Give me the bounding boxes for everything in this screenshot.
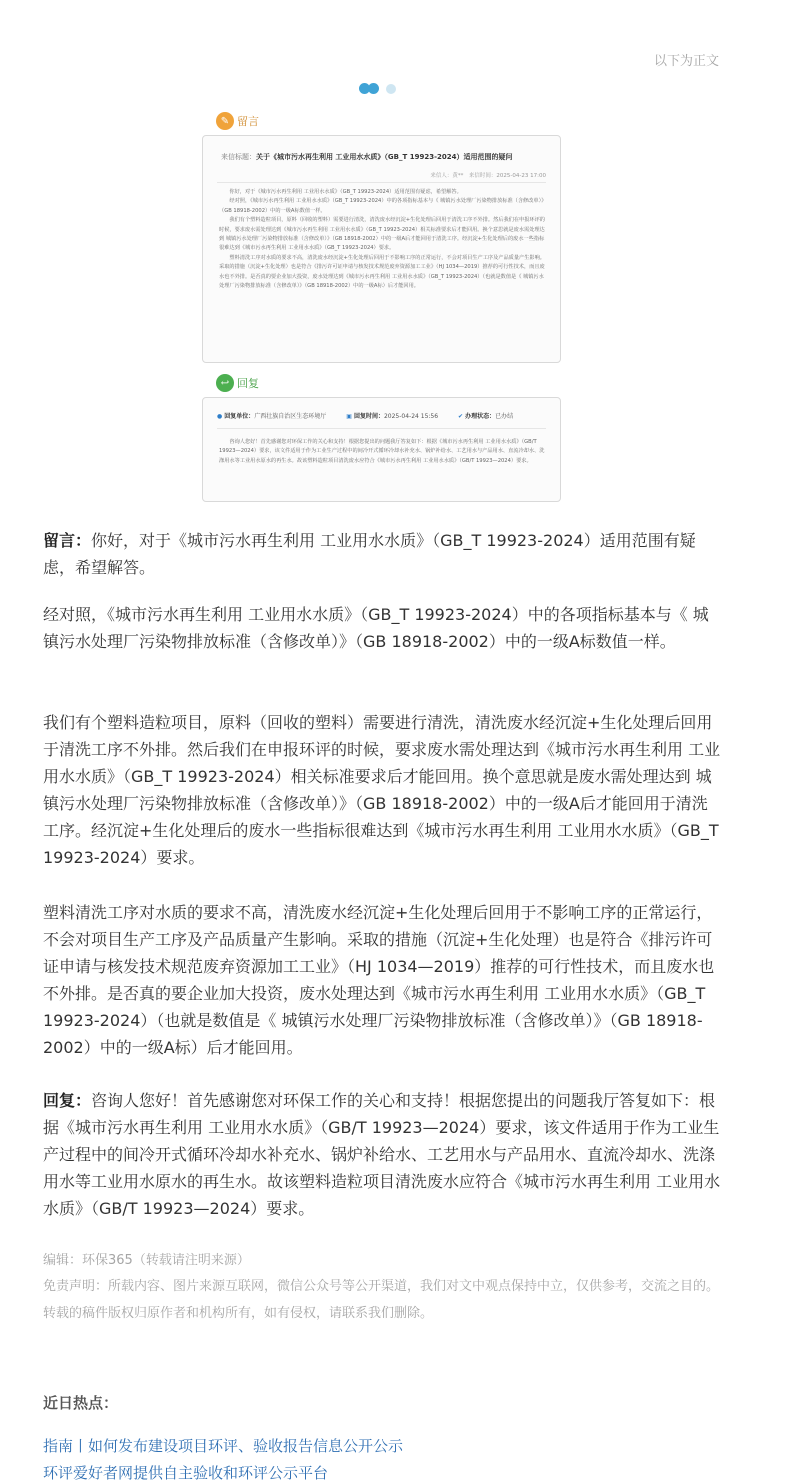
reply-icon: ↩	[216, 374, 234, 392]
reply-tag	[216, 374, 259, 392]
pencil-icon: ✎	[216, 112, 234, 130]
dot-icon	[386, 84, 396, 94]
reply-card	[202, 397, 561, 502]
body-start-note: 以下为正文	[653, 54, 719, 69]
carousel-dots	[359, 83, 399, 95]
reply-card-body: 咨询人您好！首先感谢您对环保工作的关心和支持！根据您提出的问题我厅答复如下：根据《城市污水再生利用 工业用水水质》（GB/T 19923—2024）要求，该文件适用于作为工业生产过程中的间冷开式循环冷却水补充水、锅炉补给水、工艺用水与产品用水、直流冷却水、洗涤用水等工业用水原水的再生水。故该塑料造粒项目清洗废水应符合《城市污水再生利用 工业用水水质》（GB/T 19923—2024）要求。	[219, 439, 545, 464]
comparison-paragraph: 经对照，《城市污水再生利用 工业用水水质》（GB_T 19923-2024）中的各项指标基本与《 城镇污水处理厂污染物排放标准（含修改单）》（GB 18918-2002）中的一级A标数值一样。	[43, 605, 709, 651]
calendar-icon: ▣	[346, 413, 352, 420]
message-tag-label: 留言	[237, 115, 259, 128]
project-paragraph: 我们有个塑料造粒项目，原料（回收的塑料）需要进行清洗，清洗废水经沉淀+生化处理后回用于清洗工序不外排。然后我们在申报环评的时候，要求废水需处理达到《城市污水再生利用 工业用水水质》（GB_T 19923-2024）相关标准要求后才能回用。换个意思就是废水需处理达到 城镇污水处理厂污染物排放标准（含修改单）》（GB 18918-2002）中的一级A后才能回用于清洗工序。经沉淀+生化处理后的废水一些指标很难达到《城市污水再生利用 工业用水水质》（GB_T 19923-2024）要求。	[43, 713, 721, 867]
divider	[217, 182, 546, 183]
message-tag	[216, 112, 259, 130]
message-card-body: 你好，对于《城市污水再生利用 工业用水水质》（GB_T 19923-2024）适用范围有疑虑，希望解答。 经对照，《城市污水再生利用 工业用水水质》（GB_T 19923-2024）中的各项指标基本与《 城镇污水处理厂污染物排放标准（含修改单）》（GB 18918-2002）中的一级A标数值一样。 我们有个塑料造粒项目，原料（回收的塑料）需要进行清洗，清洗废水经沉淀+生化处理后回用于清洗工序不外排。然后我们在申报环评的时候，要求废水需处理达到《城市污水再生利用 工业用水水质》（GB_T 19923-2024）相关标准要求后才能回用。换个意思就是废水需处理达到 城镇污水处理厂污染物排放标准（含修改单）》（GB 18918-2002）中的一级A后才能回用于清洗工序。经沉淀+生化处理后的废水一些指标很难达到《城市污水再生利用 工业用水水质》（GB_T 19923-2024）要求。 塑料清洗工序对水质的要求不高，清洗废水经沉淀+生化处理后回用于不影响工序的正常运行，不会对项目生产工序及产品质量产生影响。采取的措施（沉淀+生化处理）也是符合《排污许可证申请与核发技术规范废弃资源加工工业》（HJ 1034—2019）推荐的可行性技术，而且废水也不外排。是否真的要企业加大投资，废水处理达到《城市污水再生利用 工业用水水质》（GB_T 19923-2024）（也就是数值是《 城镇污水处理厂污染物排放标准（含修改单）》（GB 18918-2002）中的一级A标）后才能回用。	[219, 189, 545, 290]
disclaimer: 免责声明：所载内容、图片来源互联网，微信公众号等公开渠道，我们对文中观点保持中立，仅供参考，交流之目的。转载的稿件版权归原作者和机构所有，如有侵权，请联系我们删除。	[43, 1279, 720, 1321]
reply-tag-label: 回复	[237, 377, 259, 390]
dot-icon	[368, 83, 379, 94]
hot-link-publish-guide[interactable]: 指南丨如何发布建设项目环评、验收报告信息公开公示	[43, 1437, 404, 1455]
process-paragraph: 塑料清洗工序对水质的要求不高，清洗废水经沉淀+生化处理后回用于不影响工序的正常运行，不会对项目生产工序及产品质量产生影响。采取的措施（沉淀+生化处理）也是符合《排污许可证申请与核发技术规范废弃资源加工工业》（HJ 1034—2019）推荐的可行性技术，而且废水也不外排。是否真的要企业加大投资，废水处理达到《城市污水再生利用 工业用水水质》（GB_T 19923-2024）（也就是数值是《 城镇污水处理厂污染物排放标准（含修改单）》（GB 18918-2002）中的一级A标）后才能回用。	[43, 903, 715, 1057]
message-card-title: 来信标题：关于《城市污水再生利用 工业用水水质》（GB_T 19923-2024）适用范围的疑问	[221, 153, 513, 161]
check-icon: ✔	[458, 413, 464, 420]
divider	[217, 428, 546, 429]
hot-topics-title: 近日热点：	[43, 1394, 119, 1412]
user-icon: ●	[217, 413, 223, 420]
reply-card-header: ● 回复单位：广西壮族自治区生态环境厅 ▣ 回复时间：2025-04-24 15:56 ✔ 办理状态：已办结	[217, 413, 514, 420]
message-card-meta: 来信人：黄** 来信时间：2025-04-23 17:00	[430, 173, 546, 179]
reply-paragraph: 回复：咨询人您好！首先感谢您对环保工作的关心和支持！根据您提出的问题我厅答复如下：根据《城市污水再生利用 工业用水水质》（GB/T 19923—2024）要求，该文件适用于作为工业生产过程中的间冷开式循环冷却水补充水、锅炉补给水、工艺用水与产品用水、直流冷却水、洗涤用水等工业用水原水的再生水。故该塑料造粒项目清洗废水应符合《城市污水再生利用 工业用水水质》（GB/T 19923—2024）要求。	[43, 1091, 721, 1218]
message-paragraph: 留言：你好，对于《城市污水再生利用 工业用水水质》（GB_T 19923-2024）适用范围有疑虑，希望解答。	[43, 531, 696, 577]
message-card	[202, 135, 561, 363]
editor-note: 编辑：环保365（转载请注明来源）	[43, 1253, 250, 1268]
hot-link-public-platform[interactable]: 环评爱好者网提供自主验收和环评公示平台	[43, 1464, 329, 1482]
